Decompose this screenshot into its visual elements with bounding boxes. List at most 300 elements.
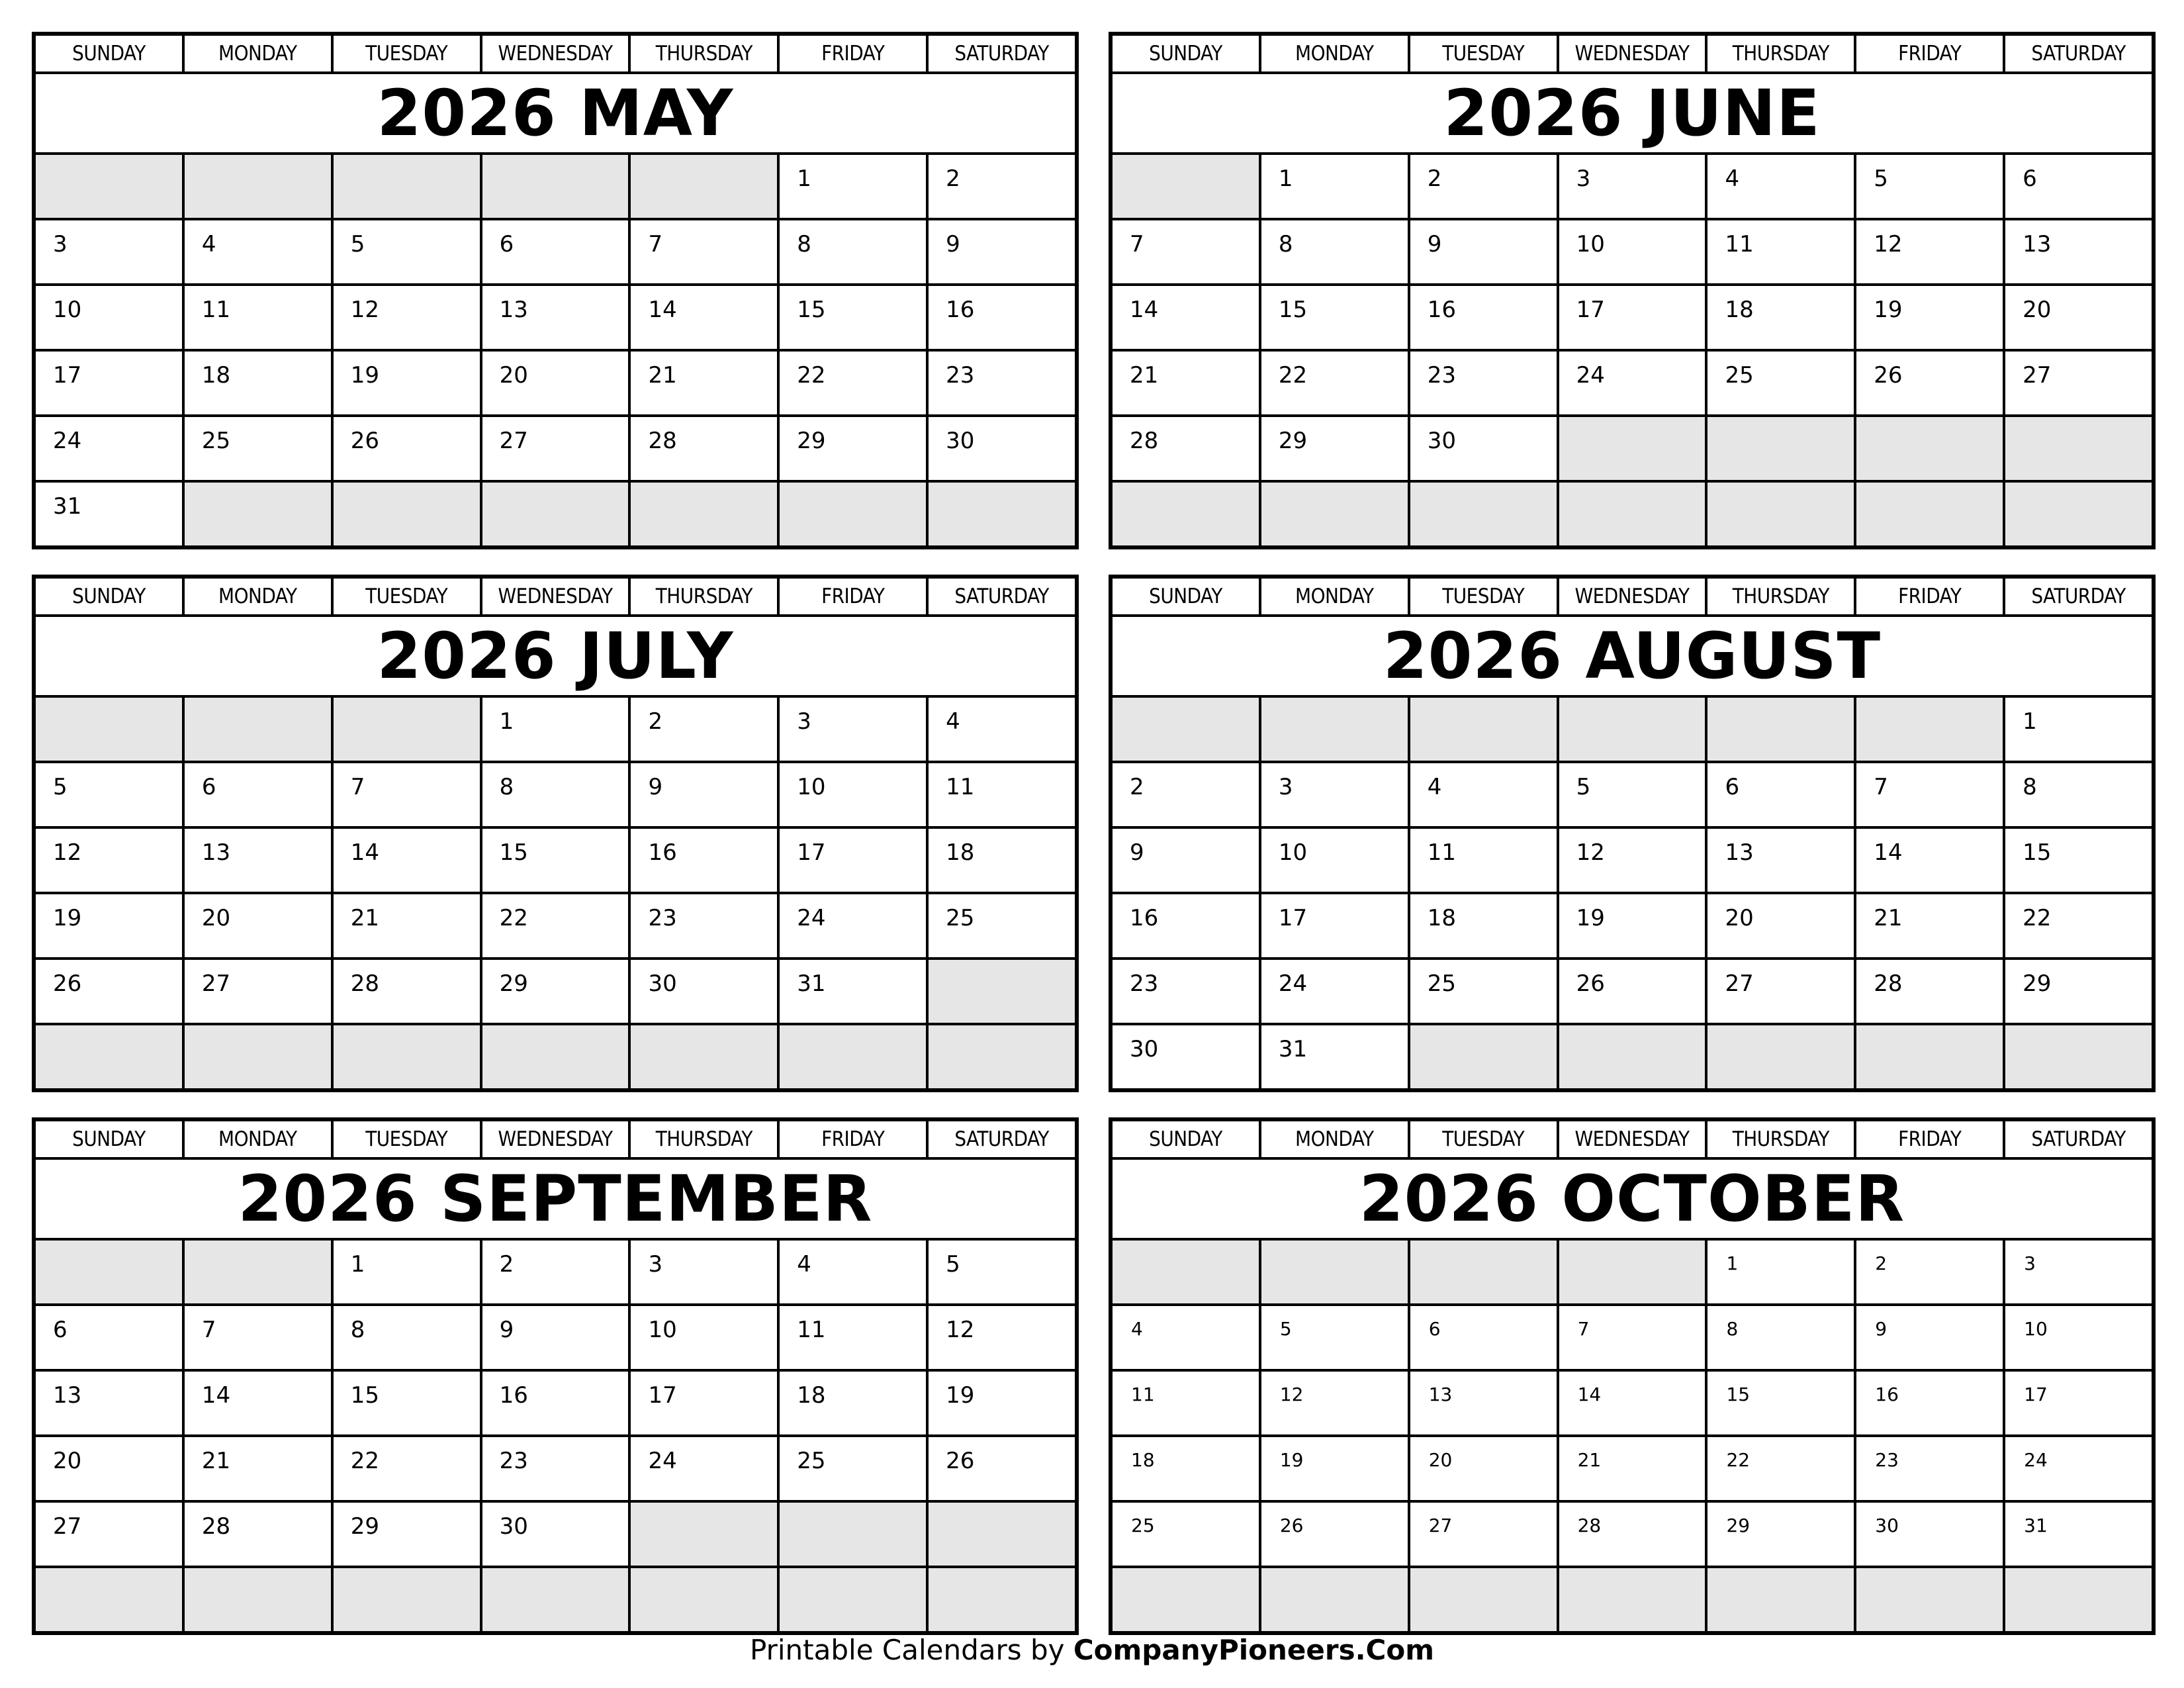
day-cell	[1557, 829, 1706, 892]
week-row	[1113, 761, 2152, 826]
day-number: 28	[1130, 428, 1159, 454]
day-cell	[1705, 352, 1854, 414]
day-cell	[1557, 1503, 1706, 1566]
day-number: 27	[499, 428, 528, 454]
day-number: 29	[499, 970, 528, 997]
day-cell	[777, 763, 926, 826]
day-cell	[777, 417, 926, 480]
day-number: 1	[2023, 708, 2037, 735]
day-cell	[36, 286, 182, 349]
empty-day-cell	[1113, 698, 1259, 761]
day-cell	[36, 483, 182, 545]
empty-day-cell	[36, 1025, 182, 1088]
weekday-label: TUESDAY	[331, 579, 480, 614]
day-number: 21	[1130, 362, 1159, 389]
day-number: 4	[1131, 1318, 1143, 1340]
day-number: 17	[1278, 905, 1308, 931]
day-cell	[331, 1437, 480, 1500]
day-cell	[182, 1437, 331, 1500]
empty-day-cell	[182, 698, 331, 761]
empty-day-cell	[331, 1568, 480, 1631]
day-cell	[182, 829, 331, 892]
day-number: 18	[797, 1382, 826, 1409]
day-cell	[1408, 763, 1557, 826]
day-number: 21	[648, 362, 677, 389]
day-cell	[1113, 1437, 1259, 1500]
day-cell	[331, 417, 480, 480]
empty-day-cell	[182, 1241, 331, 1303]
empty-day-cell	[628, 483, 777, 545]
day-cell	[2003, 1372, 2152, 1434]
day-cell	[1113, 960, 1259, 1023]
day-number: 19	[1279, 1449, 1304, 1471]
day-number: 12	[946, 1317, 975, 1343]
footer-prefix: Printable Calendars by	[750, 1634, 1073, 1666]
empty-day-cell	[926, 1568, 1075, 1631]
day-number: 17	[1576, 297, 1605, 323]
empty-day-cell	[1705, 698, 1854, 761]
day-number: 25	[1131, 1515, 1155, 1536]
empty-day-cell	[1557, 1241, 1706, 1303]
day-number: 3	[2024, 1252, 2036, 1274]
day-cell	[1854, 1306, 2003, 1369]
day-cell	[1408, 1437, 1557, 1500]
day-number: 31	[1278, 1036, 1308, 1062]
weekday-label: SUNDAY	[72, 1127, 146, 1151]
day-cell	[926, 417, 1075, 480]
day-cell	[926, 286, 1075, 349]
empty-day-cell	[36, 1568, 182, 1631]
weekday-header-row	[1113, 36, 2152, 74]
day-cell	[926, 1306, 1075, 1369]
weekday-label: MONDAY	[182, 579, 331, 614]
empty-day-cell	[1259, 698, 1408, 761]
day-cell	[182, 894, 331, 957]
empty-day-cell	[777, 1503, 926, 1566]
day-number: 17	[648, 1382, 677, 1409]
week-row	[36, 698, 1075, 761]
day-number: 12	[1279, 1383, 1304, 1405]
day-cell	[331, 763, 480, 826]
day-cell	[628, 1437, 777, 1500]
day-number: 5	[1874, 165, 1888, 192]
day-cell	[36, 220, 182, 283]
day-number: 18	[1427, 905, 1456, 931]
day-number: 17	[797, 839, 826, 866]
day-cell	[331, 1241, 480, 1303]
day-cell	[2003, 960, 2152, 1023]
day-number: 21	[201, 1448, 231, 1474]
day-number: 11	[1131, 1383, 1155, 1405]
day-number: 8	[1726, 1318, 1739, 1340]
day-cell	[2003, 286, 2152, 349]
week-row	[36, 957, 1075, 1023]
day-number: 14	[648, 297, 677, 323]
day-number: 13	[53, 1382, 82, 1409]
day-cell	[1113, 894, 1259, 957]
day-cell	[1557, 220, 1706, 283]
weekday-label: FRIDAY	[1854, 579, 2003, 614]
day-cell	[926, 352, 1075, 414]
weekday-label: WEDNESDAY	[1557, 1121, 1706, 1157]
day-cell	[1113, 1306, 1259, 1369]
day-number: 20	[499, 362, 528, 389]
day-cell	[926, 698, 1075, 761]
day-number: 28	[350, 970, 379, 997]
day-cell	[2003, 829, 2152, 892]
day-cell	[1557, 1372, 1706, 1434]
weekday-label: FRIDAY	[1854, 1121, 2003, 1157]
week-row	[36, 414, 1075, 480]
empty-day-cell	[1705, 1568, 1854, 1631]
day-number: 7	[201, 1317, 216, 1343]
day-number: 27	[53, 1513, 82, 1540]
day-cell	[1557, 1437, 1706, 1500]
empty-day-cell	[331, 155, 480, 218]
day-number: 22	[1726, 1449, 1751, 1471]
day-number: 15	[350, 1382, 379, 1409]
day-number: 16	[1875, 1383, 1899, 1405]
day-number: 9	[1875, 1318, 1888, 1340]
empty-day-cell	[926, 1025, 1075, 1088]
day-cell	[36, 960, 182, 1023]
day-number: 22	[499, 905, 528, 931]
weekday-label: MONDAY	[182, 36, 331, 71]
week-row	[1113, 480, 2152, 545]
day-number: 8	[350, 1317, 365, 1343]
day-number: 10	[1576, 231, 1605, 258]
day-cell	[1408, 894, 1557, 957]
day-cell	[777, 155, 926, 218]
day-cell	[480, 220, 629, 283]
day-cell	[182, 417, 331, 480]
empty-day-cell	[182, 155, 331, 218]
week-row	[36, 1369, 1075, 1434]
day-number: 9	[946, 231, 960, 258]
week-row	[36, 480, 1075, 545]
day-cell	[1113, 829, 1259, 892]
empty-day-cell	[36, 155, 182, 218]
week-row	[36, 1303, 1075, 1369]
day-cell	[1408, 352, 1557, 414]
weekday-label: MONDAY	[1259, 36, 1408, 71]
day-cell	[926, 1372, 1075, 1434]
weekday-label: SATURDAY	[926, 1121, 1075, 1157]
day-number: 8	[2023, 774, 2037, 800]
day-cell	[777, 829, 926, 892]
day-cell	[1705, 960, 1854, 1023]
weekday-label: THURSDAY	[1705, 1121, 1854, 1157]
day-number: 7	[1130, 231, 1144, 258]
day-number: 3	[1278, 774, 1293, 800]
day-number: 25	[201, 428, 231, 454]
day-cell	[1557, 286, 1706, 349]
day-cell	[1113, 1025, 1259, 1088]
day-number: 4	[946, 708, 960, 735]
week-row	[36, 1241, 1075, 1303]
day-number: 2	[1427, 165, 1442, 192]
day-cell	[1408, 1306, 1557, 1369]
empty-day-cell	[2003, 1025, 2152, 1088]
week-row	[1113, 1434, 2152, 1500]
weekday-label: THURSDAY	[628, 36, 777, 71]
weekday-label: SATURDAY	[2003, 36, 2152, 71]
day-cell	[926, 155, 1075, 218]
empty-day-cell	[628, 1503, 777, 1566]
day-number: 16	[1427, 297, 1456, 323]
day-number: 3	[1576, 165, 1591, 192]
day-number: 22	[797, 362, 826, 389]
empty-day-cell	[480, 483, 629, 545]
day-number: 15	[1278, 297, 1308, 323]
empty-day-cell	[1259, 1241, 1408, 1303]
day-number: 4	[797, 1251, 811, 1278]
day-cell	[36, 894, 182, 957]
day-cell	[182, 1372, 331, 1434]
day-cell	[1113, 763, 1259, 826]
day-cell	[182, 1503, 331, 1566]
day-cell	[628, 1241, 777, 1303]
day-number: 14	[1577, 1383, 1602, 1405]
day-number: 23	[946, 362, 975, 389]
month-title: 2026 AUGUST	[1113, 617, 2152, 698]
day-cell	[628, 1372, 777, 1434]
day-cell	[1259, 1503, 1408, 1566]
empty-day-cell	[2003, 1568, 2152, 1631]
empty-day-cell	[1408, 1568, 1557, 1631]
day-number: 9	[648, 774, 663, 800]
day-number: 22	[2023, 905, 2052, 931]
weekday-label: SUNDAY	[1149, 42, 1222, 66]
day-cell	[628, 829, 777, 892]
day-cell	[628, 960, 777, 1023]
weekday-label: TUESDAY	[1408, 36, 1557, 71]
day-cell	[2003, 1306, 2152, 1369]
footer-brand: CompanyPioneers.Com	[1073, 1634, 1434, 1666]
day-cell	[1259, 417, 1408, 480]
day-number: 24	[1278, 970, 1308, 997]
day-number: 23	[648, 905, 677, 931]
day-cell	[2003, 894, 2152, 957]
week-row	[36, 1434, 1075, 1500]
day-cell	[1705, 286, 1854, 349]
day-cell	[1259, 1025, 1408, 1088]
day-cell	[480, 960, 629, 1023]
day-cell	[331, 829, 480, 892]
week-row	[1113, 892, 2152, 957]
day-cell	[628, 894, 777, 957]
day-grid	[36, 1241, 1075, 1631]
day-cell	[1854, 763, 2003, 826]
week-row	[1113, 1303, 2152, 1369]
day-cell	[628, 1306, 777, 1369]
empty-day-cell	[1854, 698, 2003, 761]
empty-day-cell	[2003, 417, 2152, 480]
day-number: 4	[201, 231, 216, 258]
day-cell	[926, 763, 1075, 826]
day-number: 27	[201, 970, 231, 997]
weekday-label: TUESDAY	[1408, 579, 1557, 614]
day-cell	[480, 763, 629, 826]
month-calendar	[1109, 575, 2156, 1092]
week-row	[1113, 283, 2152, 349]
day-number: 16	[648, 839, 677, 866]
day-number: 24	[797, 905, 826, 931]
day-number: 27	[2023, 362, 2052, 389]
empty-day-cell	[1705, 483, 1854, 545]
day-cell	[182, 286, 331, 349]
day-number: 9	[1427, 231, 1442, 258]
empty-day-cell	[1557, 1025, 1706, 1088]
day-number: 5	[946, 1251, 960, 1278]
day-number: 26	[946, 1448, 975, 1474]
day-cell	[1557, 352, 1706, 414]
week-row	[1113, 698, 2152, 761]
day-number: 11	[201, 297, 231, 323]
day-cell	[1854, 1372, 2003, 1434]
empty-day-cell	[1705, 417, 1854, 480]
day-number: 31	[797, 970, 826, 997]
day-number: 29	[350, 1513, 379, 1540]
weekday-label: SUNDAY	[1149, 585, 1222, 608]
day-number: 29	[2023, 970, 2052, 997]
weekday-header-row	[36, 1121, 1075, 1160]
day-number: 29	[797, 428, 826, 454]
day-cell	[1408, 286, 1557, 349]
day-cell	[777, 1372, 926, 1434]
empty-day-cell	[926, 483, 1075, 545]
day-cell	[1259, 155, 1408, 218]
day-cell	[1259, 894, 1408, 957]
day-number: 23	[1427, 362, 1456, 389]
day-cell	[2003, 1241, 2152, 1303]
day-number: 15	[1726, 1383, 1751, 1405]
day-number: 14	[350, 839, 379, 866]
day-cell	[1854, 352, 2003, 414]
day-number: 26	[1279, 1515, 1304, 1536]
weekday-label: MONDAY	[1259, 579, 1408, 614]
empty-day-cell	[1854, 417, 2003, 480]
day-cell	[777, 960, 926, 1023]
day-cell	[1408, 960, 1557, 1023]
day-cell	[2003, 1437, 2152, 1500]
day-number: 28	[1577, 1515, 1602, 1536]
day-number: 18	[201, 362, 231, 389]
day-cell	[926, 1437, 1075, 1500]
day-number: 10	[648, 1317, 677, 1343]
day-number: 7	[350, 774, 365, 800]
empty-day-cell	[1113, 1241, 1259, 1303]
day-cell	[777, 220, 926, 283]
day-cell	[1113, 220, 1259, 283]
day-cell	[1705, 1503, 1854, 1566]
day-cell	[480, 1241, 629, 1303]
day-number: 31	[53, 493, 82, 520]
weekday-label: TUESDAY	[331, 1121, 480, 1157]
day-cell	[2003, 220, 2152, 283]
day-number: 26	[1576, 970, 1605, 997]
day-cell	[36, 417, 182, 480]
day-number: 24	[2024, 1449, 2048, 1471]
day-cell	[1113, 286, 1259, 349]
day-cell	[36, 1503, 182, 1566]
day-cell	[182, 763, 331, 826]
day-cell	[182, 960, 331, 1023]
day-cell	[1408, 417, 1557, 480]
week-row	[36, 155, 1075, 218]
day-number: 26	[350, 428, 379, 454]
empty-day-cell	[2003, 483, 2152, 545]
empty-day-cell	[1408, 1241, 1557, 1303]
empty-day-cell	[331, 483, 480, 545]
empty-day-cell	[628, 155, 777, 218]
day-number: 13	[2023, 231, 2052, 258]
day-number: 12	[350, 297, 379, 323]
weekday-label: WEDNESDAY	[1557, 36, 1706, 71]
day-cell	[1408, 155, 1557, 218]
day-number: 11	[946, 774, 975, 800]
week-row	[1113, 414, 2152, 480]
day-number: 21	[1874, 905, 1903, 931]
day-number: 4	[1427, 774, 1442, 800]
weekday-label: MONDAY	[1259, 1121, 1408, 1157]
day-cell	[2003, 763, 2152, 826]
weekday-label: SUNDAY	[1149, 1127, 1222, 1151]
day-number: 8	[1278, 231, 1293, 258]
empty-day-cell	[628, 1568, 777, 1631]
week-row	[1113, 1369, 2152, 1434]
day-number: 8	[499, 774, 514, 800]
day-cell	[1705, 1437, 1854, 1500]
weekday-label: THURSDAY	[1705, 36, 1854, 71]
day-cell	[36, 352, 182, 414]
day-cell	[331, 352, 480, 414]
day-number: 30	[946, 428, 975, 454]
day-cell	[628, 417, 777, 480]
day-cell	[1854, 1437, 2003, 1500]
weekday-label: WEDNESDAY	[1557, 579, 1706, 614]
day-number: 6	[1725, 774, 1740, 800]
day-number: 2	[946, 165, 960, 192]
day-cell	[628, 220, 777, 283]
day-number: 3	[648, 1251, 663, 1278]
month-calendar	[32, 1117, 1079, 1635]
day-cell	[2003, 1503, 2152, 1566]
weekday-label: SUNDAY	[72, 585, 146, 608]
day-number: 1	[499, 708, 514, 735]
day-number: 18	[946, 839, 975, 866]
day-number: 23	[1130, 970, 1159, 997]
weekday-label: SUNDAY	[72, 42, 146, 66]
day-number: 19	[350, 362, 379, 389]
day-grid	[1113, 1241, 2152, 1631]
day-cell	[480, 352, 629, 414]
empty-day-cell	[331, 698, 480, 761]
day-number: 21	[1577, 1449, 1602, 1471]
empty-day-cell	[1259, 1568, 1408, 1631]
day-number: 1	[797, 165, 811, 192]
day-number: 11	[1725, 231, 1754, 258]
empty-day-cell	[1557, 698, 1706, 761]
day-cell	[480, 286, 629, 349]
day-number: 20	[2023, 297, 2052, 323]
day-number: 15	[2023, 839, 2052, 866]
empty-day-cell	[1113, 483, 1259, 545]
day-cell	[1557, 155, 1706, 218]
month-title: 2026 JULY	[36, 617, 1075, 698]
day-number: 27	[1725, 970, 1754, 997]
day-number: 13	[201, 839, 231, 866]
